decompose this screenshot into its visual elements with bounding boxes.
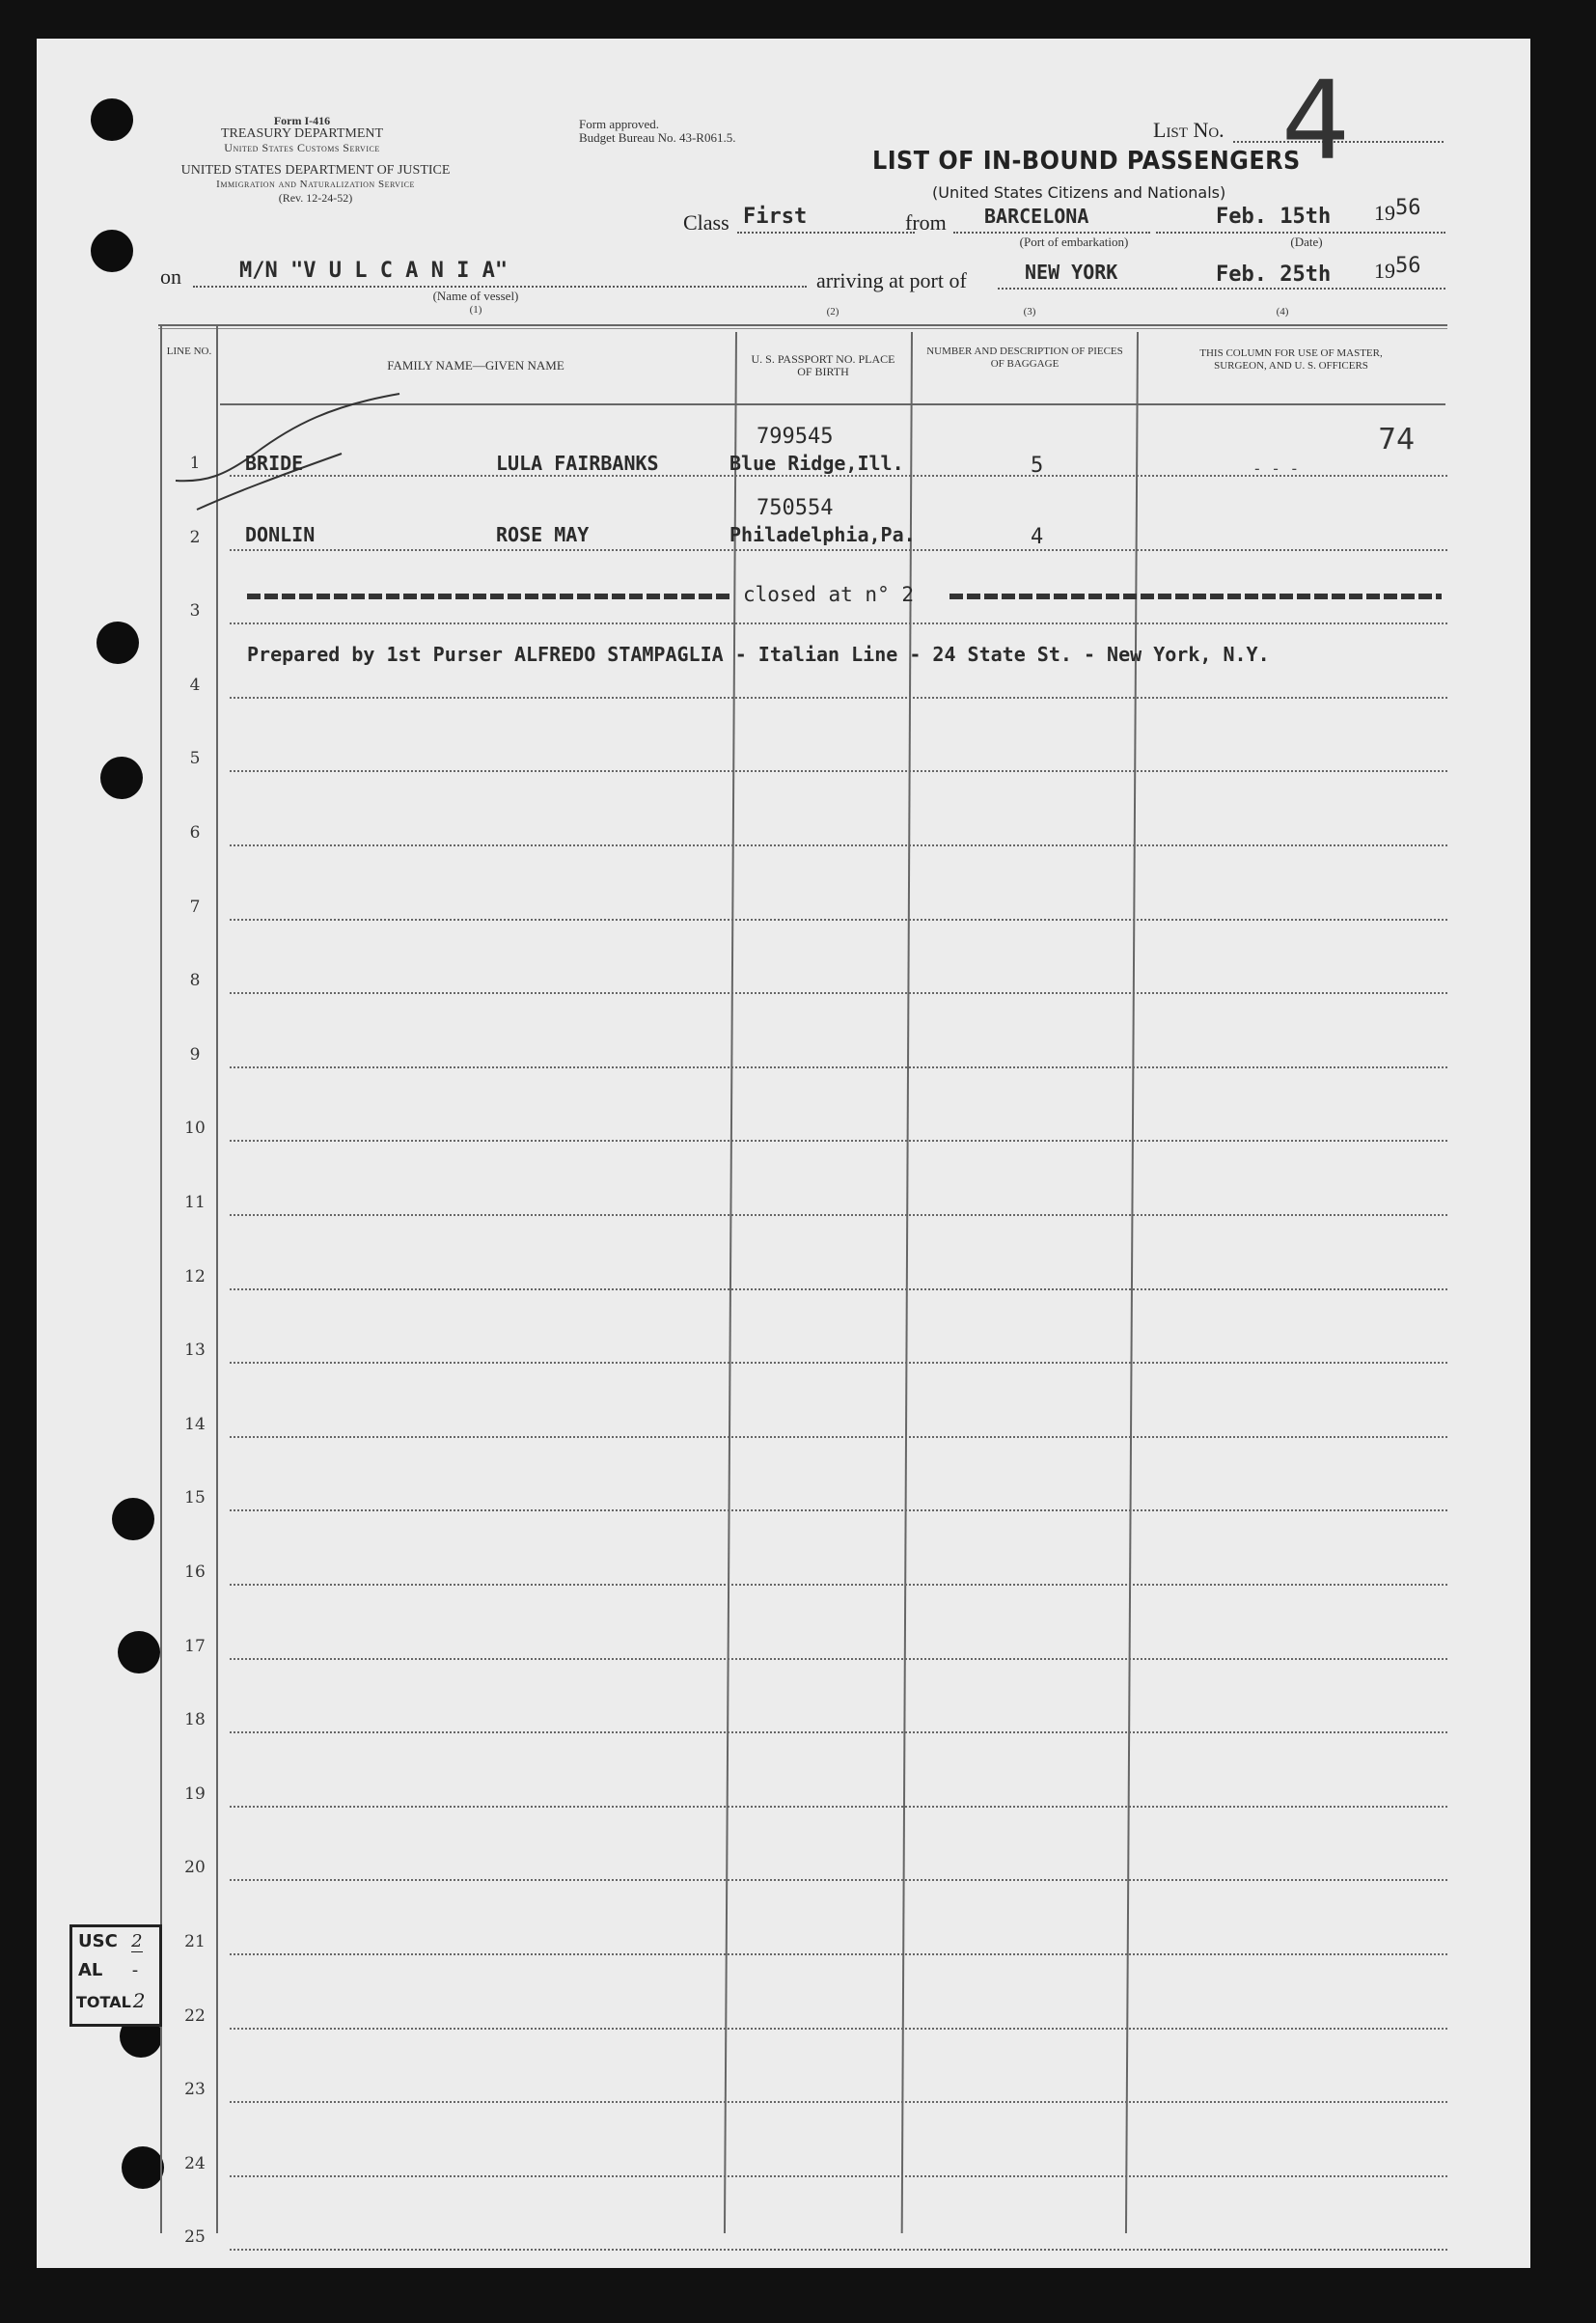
row2-given: ROSE MAY: [496, 523, 590, 546]
row-rule: [230, 2028, 1447, 2030]
row1-officer-dashes: - - -: [1252, 459, 1300, 478]
line-number: 8: [189, 971, 201, 991]
line-number: 11: [184, 1193, 206, 1212]
date-line: [1156, 232, 1445, 234]
row-rule: [230, 2249, 1447, 2251]
row2-birthplace: Philadelphia,Pa.: [729, 523, 916, 546]
row-rule: [230, 1288, 1447, 1290]
depart-year: [1374, 196, 1421, 226]
col4-number: (4): [1276, 306, 1289, 318]
class-label: Class: [683, 210, 729, 235]
line-number: 6: [189, 823, 201, 843]
justice-dept: UNITED STATES DEPARTMENT OF JUSTICE: [180, 163, 451, 178]
arrival-date: Feb. 25th: [1216, 263, 1332, 287]
manifest-sheet: [37, 39, 1530, 2268]
from-label: from: [905, 210, 947, 235]
line-number: 17: [184, 1636, 206, 1656]
justice-dept-block: [156, 164, 475, 205]
row-rule: [230, 1731, 1447, 1733]
col-divider-baggage: [901, 332, 913, 2233]
col-divider-name: [216, 326, 218, 2233]
vessel-caption: [413, 290, 538, 317]
arrival-port-line: [998, 288, 1177, 290]
line-number: 12: [184, 1266, 206, 1286]
arrival-year: [1374, 254, 1421, 284]
arrival-date-line: [1181, 288, 1445, 290]
line-number: 5: [189, 749, 201, 769]
stamp-total-label: TOTAL: [76, 1993, 131, 2011]
line-number: 3: [189, 601, 201, 622]
row-rule: [230, 622, 1447, 624]
table-top-border2: [158, 328, 1447, 329]
form-revision: (Rev. 12-24-52): [278, 191, 353, 205]
line-number: 4: [189, 675, 201, 695]
arrival-year-suffix: 56: [1395, 254, 1421, 278]
punch-hole-icon: [100, 757, 143, 799]
row1-passport: 799545: [757, 425, 834, 449]
prepared-by: Prepared by 1st Purser ALFREDO STAMPAGLIA - Italian Line - 24 State St. - New York, N.Y.: [247, 643, 1270, 666]
stamp-al-label: AL: [78, 1960, 103, 1980]
header-officers: THIS COLUMN FOR USE OF MASTER, SURGEON, AND U. S. OFFICERS: [1199, 347, 1383, 372]
punch-hole-icon: [112, 1498, 154, 1540]
on-label: on: [160, 264, 181, 289]
line-number: 20: [184, 1858, 206, 1878]
strike-dashes-left: [247, 594, 729, 599]
line-number: 24: [184, 2153, 206, 2173]
punch-hole-icon: [96, 622, 139, 664]
row1-officer-note: 74: [1378, 423, 1416, 456]
punch-hole-icon: [91, 230, 133, 272]
row-rule: [230, 2101, 1447, 2103]
port-embark-caption: (Port of embarkation): [1019, 235, 1129, 249]
stamp-usc-label: USC: [78, 1931, 118, 1951]
vessel-line: [193, 286, 807, 288]
list-number-label: List No.: [1153, 118, 1225, 142]
depart-date: Feb. 15th: [1216, 205, 1332, 229]
header-passport: U. S. PASSPORT NO. PLACE OF BIRTH: [751, 352, 895, 378]
row-rule: [230, 697, 1447, 699]
page-title: LIST OF IN-BOUND PASSENGERS: [872, 147, 1301, 176]
stamp-usc-value: 2: [131, 1931, 143, 1951]
line-number: 19: [184, 1784, 206, 1804]
row-rule: [230, 1140, 1447, 1142]
arrival-year-prefix: 19: [1374, 259, 1395, 283]
treasury-dept: TREASURY DEPARTMENT: [220, 126, 384, 141]
col-divider-officers: [1125, 332, 1139, 2233]
header-name: FAMILY NAME—GIVEN NAME: [387, 358, 564, 373]
ins-service: Immigration and Naturalization Service: [216, 179, 415, 190]
from-value: BARCELONA: [984, 205, 1089, 228]
row1-given: LULA FAIRBANKS: [496, 452, 659, 475]
line-number: 25: [184, 2227, 206, 2248]
stamp-al-row: [78, 1960, 138, 1980]
stamp-total-value: 2: [132, 1989, 146, 2012]
row2-family: DONLIN: [245, 523, 316, 546]
row1-birthplace: Blue Ridge,Ill.: [729, 452, 904, 475]
stamp-usc-row: [78, 1931, 143, 1951]
vessel-caption-text: (Name of vessel): [432, 289, 519, 303]
line-number: 2: [189, 527, 201, 547]
line-number: 14: [184, 1414, 206, 1434]
row-rule: [230, 770, 1447, 772]
stamp-total-row: [76, 1989, 146, 2012]
line-number: 15: [184, 1488, 206, 1508]
row2-passport: 750554: [757, 496, 834, 520]
punch-hole-icon: [91, 98, 133, 141]
depart-year-suffix: 56: [1395, 196, 1421, 220]
line-number: 7: [189, 897, 201, 917]
stamp-al-value: -: [131, 1960, 139, 1980]
vessel-value: M/N "V U L C A N I A": [239, 259, 509, 283]
row1-baggage: 5: [1031, 454, 1044, 478]
table-top-border: [158, 324, 1447, 326]
line-number: 16: [184, 1562, 206, 1582]
arrival-port: NEW YORK: [1025, 261, 1118, 284]
form-header: [143, 114, 461, 154]
line-number: 9: [189, 1044, 201, 1065]
line-number: 1: [189, 454, 201, 473]
line-number: 22: [184, 2005, 206, 2026]
row-rule: [230, 1066, 1447, 1068]
row-rule: [230, 549, 1447, 551]
header-line-no: LINE NO.: [166, 346, 212, 357]
check-mark-icon: [168, 386, 419, 512]
row-rule: [230, 1806, 1447, 1808]
row-rule: [230, 992, 1447, 994]
closing-line: closed at n° 2: [743, 583, 915, 606]
row-rule: [230, 1214, 1447, 1216]
col2-number: (2): [826, 306, 839, 318]
form-number: Form I-416: [273, 114, 331, 127]
strike-dashes-right: [949, 594, 1442, 599]
punch-hole-icon: [118, 1631, 160, 1673]
from-line: [953, 232, 1150, 234]
col3-number: (3): [1023, 306, 1036, 318]
row-rule: [230, 1953, 1447, 1955]
approved-line1: Form approved.: [579, 117, 660, 131]
depart-year-prefix: 19: [1374, 201, 1395, 225]
approved-line2: Budget Bureau No. 43-R061.5.: [579, 130, 736, 145]
vessel-caption-num: (1): [469, 304, 482, 316]
row-rule: [230, 1658, 1447, 1660]
row-rule: [230, 1509, 1447, 1511]
row-rule: [230, 1584, 1447, 1586]
arriving-label: arriving at port of: [816, 268, 967, 292]
list-number-value: 4: [1281, 59, 1351, 184]
row-rule: [230, 1362, 1447, 1364]
form-approved: [579, 118, 830, 145]
row-rule: [230, 1879, 1447, 1881]
class-value: First: [743, 205, 808, 229]
punch-hole-icon: [122, 2146, 164, 2189]
page-subtitle: (United States Citizens and Nationals): [932, 183, 1226, 202]
header-baggage: NUMBER AND DESCRIPTION OF PIECES OF BAGGAGE: [926, 346, 1123, 370]
line-number: 13: [184, 1341, 206, 1361]
customs-service: United States Customs Service: [224, 141, 380, 154]
class-line: [737, 232, 915, 234]
line-number: 21: [184, 1932, 206, 1951]
row-rule: [230, 844, 1447, 846]
row-rule: [230, 2175, 1447, 2177]
row1-family: BRIDE: [245, 452, 304, 475]
col-divider-passport: [724, 332, 737, 2233]
line-number: 23: [184, 2080, 206, 2100]
row-rule: [230, 919, 1447, 921]
line-number: 10: [184, 1119, 206, 1139]
date-caption: (Date): [1290, 235, 1323, 249]
row-rule: [230, 1436, 1447, 1438]
line-number: 18: [184, 1710, 206, 1730]
row2-baggage: 4: [1031, 525, 1044, 549]
tally-stamp: [69, 1924, 162, 2027]
